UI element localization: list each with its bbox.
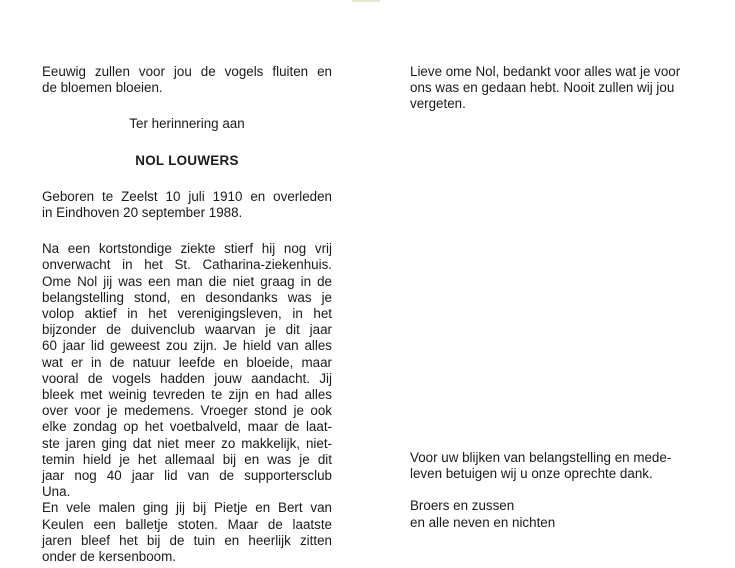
life-story-line: onder de kersenboom. <box>42 549 176 565</box>
birth-death-line: in Eindhoven 20 september 1988. <box>42 205 243 221</box>
family-signature <box>410 498 700 530</box>
farewell-line: ons was en gedaan hebt. Nooit zullen wij jou <box>410 80 675 96</box>
life-story-line: onverwacht in het St. Catharina-ziekenhuis. <box>42 257 332 273</box>
top-edge-mark <box>352 0 380 2</box>
gratitude-message <box>410 450 700 482</box>
life-story-line: temin hield je het allemaal bij en was je dit <box>42 451 332 467</box>
life-story-line: volop aktief in het verenigingsleven, in het <box>42 306 332 322</box>
epigraph-line: Eeuwig zullen voor jou de vogels fluiten en <box>42 64 332 79</box>
life-story-line: bijzonder de duivenclub waarvan je dit jaar <box>42 322 332 338</box>
signature-line: Broers en zussen <box>410 498 515 514</box>
life-story-line: wat er in de natuur leefde en bloeide, maar <box>42 354 332 370</box>
gratitude-line: Voor uw blijken van belangstelling en mede- <box>410 450 672 465</box>
right-column <box>410 64 700 113</box>
life-story-continued <box>42 500 332 565</box>
life-story-line: ste jaren ging dat niet meer zo makkelijk, niet- <box>42 435 332 451</box>
signature-line: en alle neven en nichten <box>410 514 556 530</box>
epigraph <box>42 64 332 96</box>
life-story-line: 60 jaar lid geweest zou zijn. Je hield van alles <box>42 338 332 354</box>
birth-death-line: Geboren te Zeelst 10 juli 1910 en overleden <box>42 188 332 204</box>
life-story-line: Na een kortstondige ziekte stierf hij nog vrij <box>42 241 332 257</box>
left-column <box>42 64 332 565</box>
birth-death-info <box>42 189 332 221</box>
life-story-line: jaren bleef het bij de tuin en heerlijk zitten <box>42 532 332 548</box>
life-story-line: over voor je medemens. Vroeger stond je ook <box>42 403 332 419</box>
life-story-line: jaar nog 40 jaar lid van de supportersclub <box>42 468 332 484</box>
in-memory-heading: Ter herinnering aan <box>129 116 245 132</box>
life-story-line: En vele malen ging jij bij Pietje en Bert van <box>42 500 332 516</box>
deceased-name: NOL LOUWERS <box>135 152 239 168</box>
farewell-line: vergeten. <box>410 96 466 112</box>
life-story-line: bleek met weinig tevreden te zijn en had alles <box>42 387 332 403</box>
life-story-line: elke zondag op het voetbalveld, maar de laat- <box>42 419 332 435</box>
life-story-line: belangstelling stond, en desondanks was je <box>42 289 332 305</box>
farewell-message <box>410 64 700 113</box>
farewell-line: Lieve ome Nol, bedankt voor alles wat je voor <box>410 64 681 79</box>
life-story-line: vooral de vogels hadden jouw aandacht. Jij <box>42 370 332 386</box>
life-story-line: Keulen een balletje stoten. Maar de laatste <box>42 516 332 532</box>
life-story-line: Una. <box>42 484 71 500</box>
gratitude-line: leven betuigen wij u onze oprechte dank. <box>410 466 653 482</box>
epigraph-line: de bloemen bloeien. <box>42 80 163 96</box>
life-story <box>42 241 332 500</box>
life-story-line: Ome Nol jij was een man die niet graag in de <box>42 273 332 289</box>
thanks-block <box>410 450 700 531</box>
